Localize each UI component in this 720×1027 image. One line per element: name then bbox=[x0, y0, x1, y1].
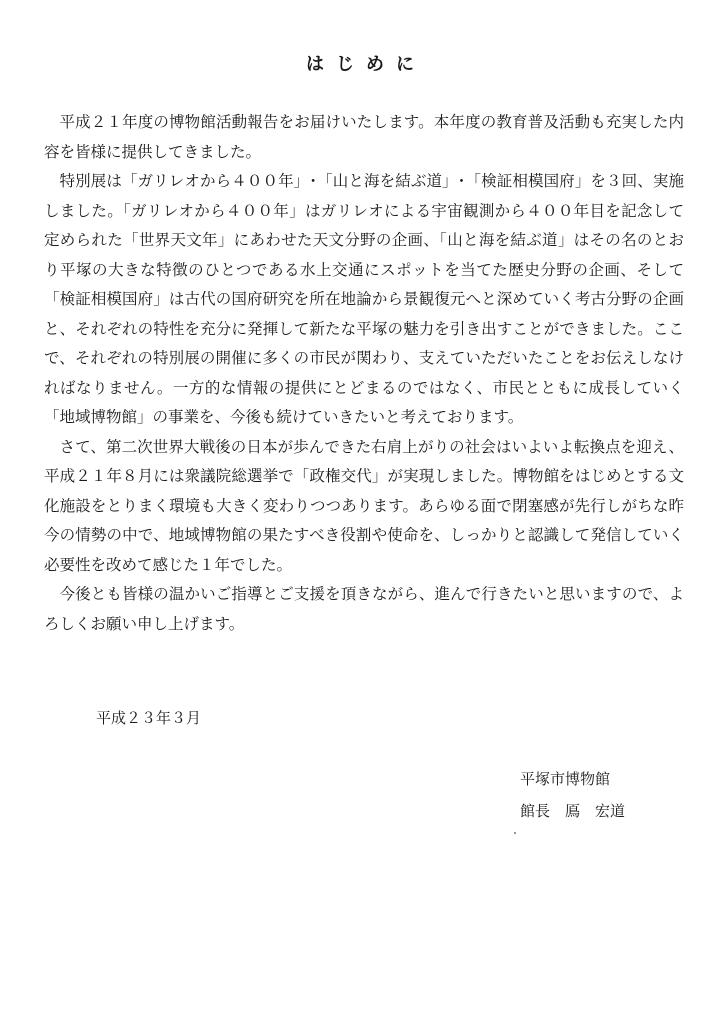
paragraph-intro: 平成２１年度の博物館活動報告をお届けいたします。本年度の教育普及活動も充実した内容を皆様に提供してきました。 bbox=[44, 113, 684, 161]
paragraph-special-exhibitions: 特別展は「ガリレオから４００年」･「山と海を結ぶ道」･「検証相模国府」を３回、実施しました。「ガリレオから４００年」はガリレオによる宇宙観測から４００年目を記念して定められた「世界天文年」にあわせた天文分野の企画、「山と海を結ぶ道」はその名のとおり平塚の大きな特徴のひとつである水上交通にスポットを当てた歴史分野の企画、そして「検証相模国府」は古代の国府研究を所在地論から景観復元へと深めていく考古分野の企画と、それぞれの特性を充分に発揮して新たな平塚の魅力を引き出すことができました。ここで、それぞれの特別展の開催に多くの市民が関わり、支えていただいたことをお伝えしなければなりません。一方的な情報の提供にとどまるのではなく、市民とともに成長していく「地域博物館」の事業を、今後も続けていきたいと考えております。 bbox=[44, 172, 684, 426]
signature-line: 館長 鳫 宏道 bbox=[520, 802, 626, 820]
paragraph-social-context: さて、第二次世界大戦後の日本が歩んできた右肩上がりの社会はいよいよ転換点を迎え、平成２１年８月には衆議院総選挙で「政権交代」が実現しました。博物館をはじめとする文化施設をとりまく環境も大きく変わりつつあります。あらゆる面で閉塞感が先行しがちな昨今の情勢の中で、地域博物館の果たすべき役割や使命を、しっかりと認識して発信していく必要性を改めて感じた１年でした。 bbox=[44, 437, 684, 574]
document-date: 平成２３年３月 bbox=[96, 709, 202, 727]
organization-name: 平塚市博物館 bbox=[520, 770, 611, 788]
scan-speck bbox=[514, 832, 516, 834]
page-title: はじめに bbox=[306, 54, 426, 75]
body-text bbox=[44, 108, 684, 639]
paragraph-closing: 今後とも皆様の温かいご指導とご支援を頂きながら、進んで行きたいと思いますので、よろしくお願い申し上げます。 bbox=[44, 585, 684, 633]
